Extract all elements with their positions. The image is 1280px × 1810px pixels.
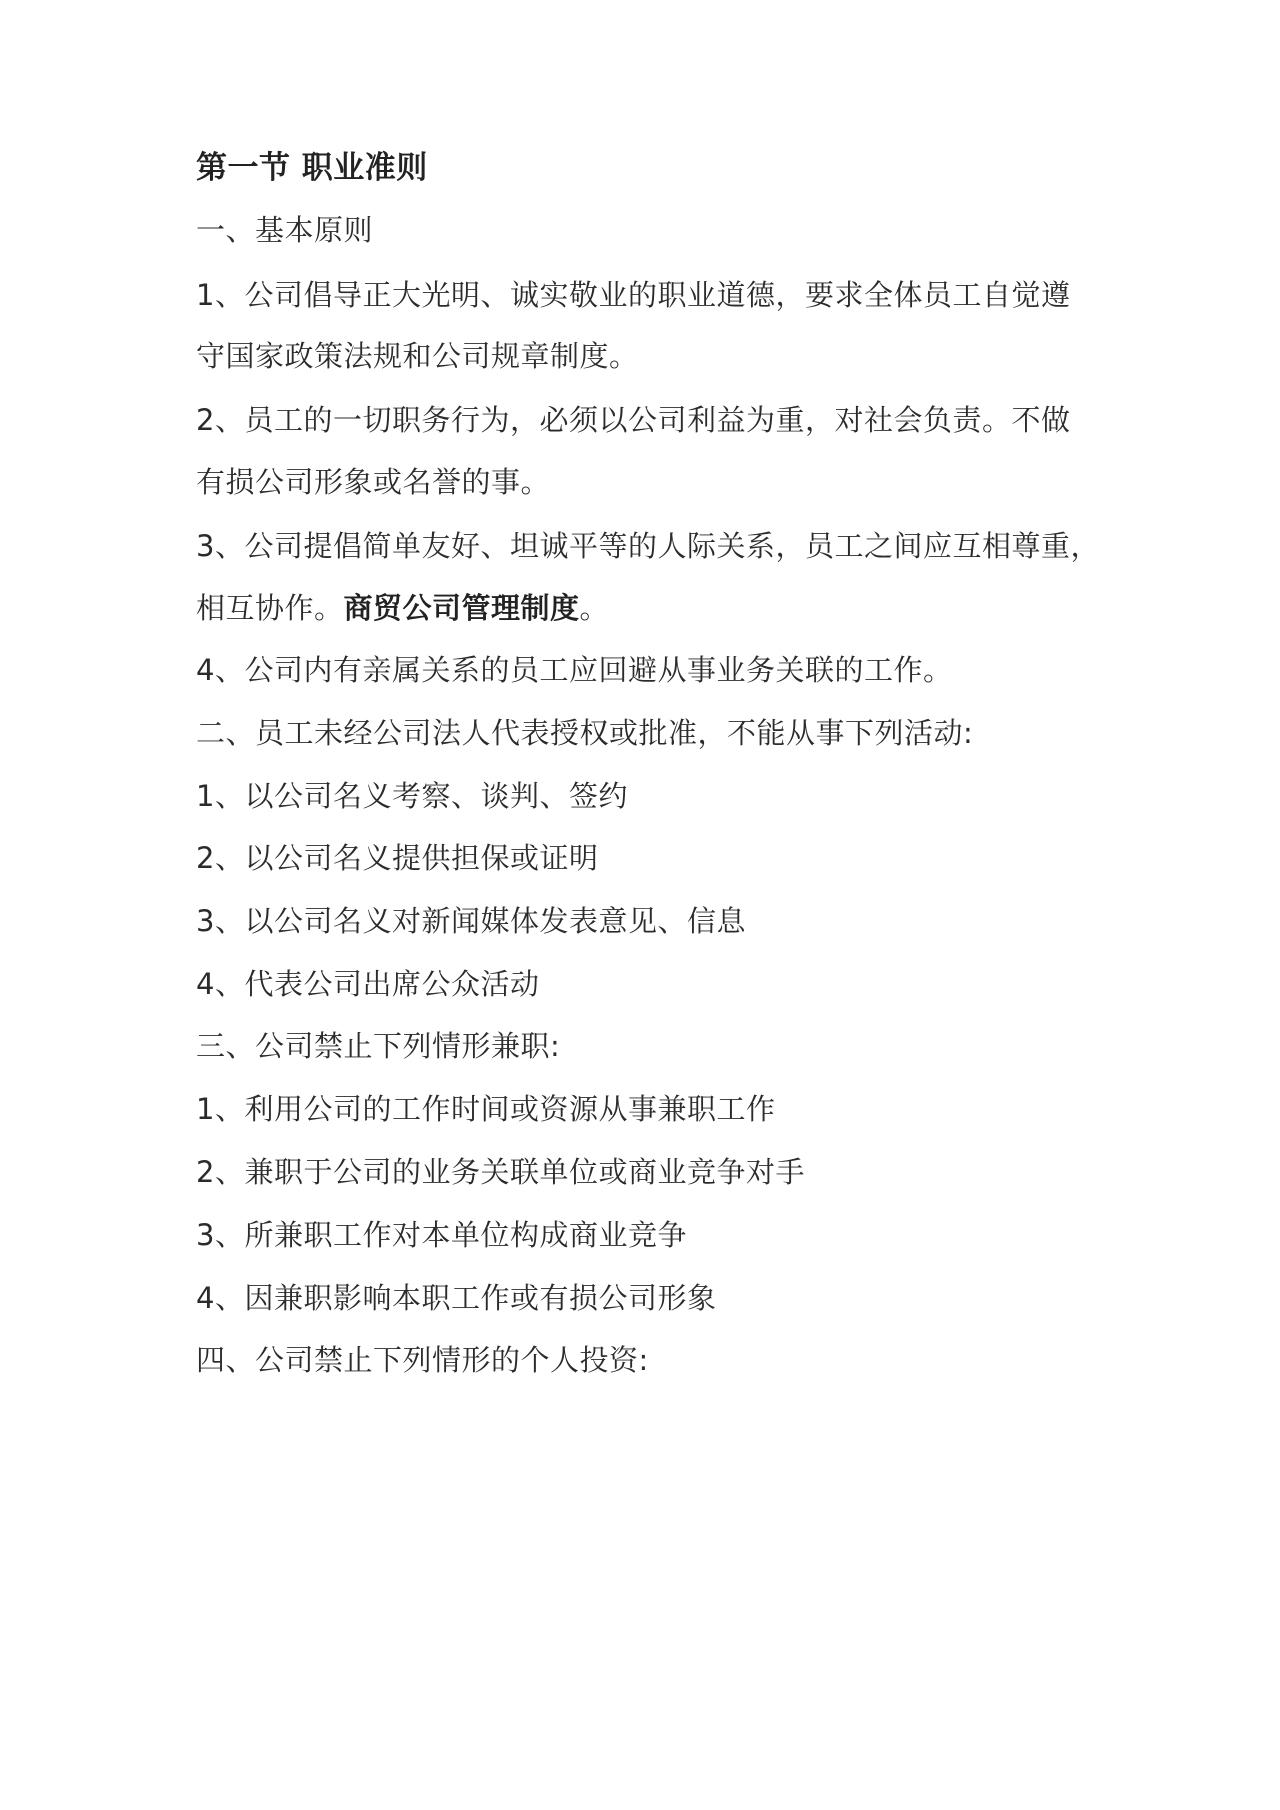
- paragraph-text: 相互协作。: [196, 591, 344, 625]
- paragraph-line: 2、员工的一切职务行为，必须以公司利益为重，对社会负责。不做: [196, 403, 1071, 437]
- bold-inline-title: 商贸公司管理制度: [343, 591, 580, 625]
- list-item: 4、代表公司出席公众活动: [196, 967, 540, 1001]
- paragraph-text: 。: [579, 591, 610, 625]
- paragraph-line: 一、基本原则: [196, 213, 374, 247]
- paragraph-line: 二、员工未经公司法人代表授权或批准，不能从事下列活动:: [196, 716, 974, 750]
- section-title: 第一节 职业准则: [196, 150, 428, 186]
- paragraph-line: 三、公司禁止下列情形兼职:: [196, 1029, 561, 1063]
- list-item: 3、以公司名义对新闻媒体发表意见、信息: [196, 904, 746, 938]
- list-item: 1、利用公司的工作时间或资源从事兼职工作: [196, 1092, 776, 1126]
- list-item: 2、以公司名义提供担保或证明: [196, 841, 599, 875]
- paragraph-line: 有损公司形象或名誉的事。: [196, 465, 551, 499]
- list-item: 2、兼职于公司的业务关联单位或商业竞争对手: [196, 1155, 805, 1189]
- paragraph-line: 四、公司禁止下列情形的个人投资:: [196, 1343, 649, 1377]
- list-item: 3、所兼职工作对本单位构成商业竞争: [196, 1218, 687, 1252]
- list-item: 4、因兼职影响本职工作或有损公司形象: [196, 1281, 717, 1315]
- paragraph-line: [196, 588, 1130, 628]
- paragraph-line: 4、公司内有亲属关系的员工应回避从事业务关联的工作。: [196, 653, 953, 687]
- list-item: 1、以公司名义考察、谈判、签约: [196, 779, 628, 813]
- paragraph-line: 3、公司提倡简单友好、坦诚平等的人际关系，员工之间应互相尊重，: [196, 529, 1100, 563]
- paragraph-line: 1、公司倡导正大光明、诚实敬业的职业道德，要求全体员工自觉遵: [196, 278, 1071, 312]
- paragraph-line: 守国家政策法规和公司规章制度。: [196, 339, 639, 373]
